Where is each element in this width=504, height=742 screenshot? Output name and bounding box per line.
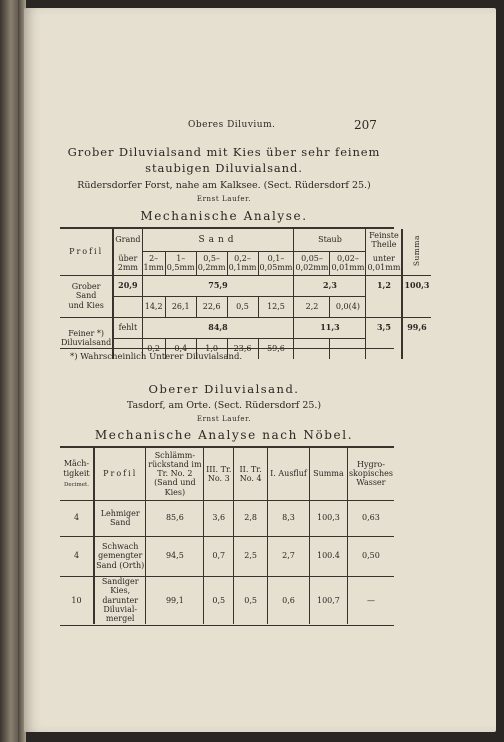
section2-caption: Mechanische Analyse nach Nöbel. [94,428,354,442]
col-01-005mm: 0,1– 0,05mm [258,251,294,275]
table1-bottom-rule [60,348,394,349]
table-cell-empty [366,296,402,317]
table-cell-staub-total: 2,3 [294,275,366,296]
section1-title-line2: staubigen Diluvialsand. [145,161,303,175]
section2-location: Tasdorf, am Orte. (Sect. Rüdersdorf 25.) [126,400,322,411]
table-cell: 85,6 [146,500,204,536]
table-cell: 0,5 [227,296,258,317]
col-grand-sub: über 2mm [113,251,142,275]
col-005-002mm: 0,05– 0,02mm [294,251,330,275]
col-002-001mm: 0,02– 0,01mm [330,251,366,275]
table-cell: 100.4 [309,536,347,576]
table-cell: — [347,576,394,624]
table-cell: 2,5 [234,536,268,576]
col-summa: Summa [402,229,430,275]
section2-author: Ernst Laufer. [196,415,252,423]
col-tr-no-3: III. Tr. No. 3 [204,448,234,500]
col-sand: Sand [142,229,294,251]
section1-caption: Mechanische Analyse. [140,209,308,223]
table-cell: 99,1 [146,576,204,624]
table-cell: 14,2 [142,296,165,317]
table-cell: 0,6 [268,576,310,624]
section1-author: Ernst Laufer. [196,195,252,203]
col-feinste: Feinste Theile [366,229,402,251]
table-cell: 0,5 [234,576,268,624]
table-cell: 0,5 [204,576,234,624]
table-cell-sand-total: 75,9 [142,275,294,296]
col-summa: Summa [309,448,347,500]
col-profil: Profil [60,229,113,275]
col-schlaemmrueckstand: Schlämm-rückstand im Tr. No. 2 (Sand und Kies) [146,448,204,500]
col-grand: Grand [113,229,142,251]
table-cell: 2,8 [234,500,268,536]
col-maechtigkeit: Mäch-tigkeit Decimet. [60,448,94,500]
table-cell-summa: 99,6 [402,317,430,338]
book-page [24,8,496,732]
col-2-1mm: 2– 1mm [142,251,165,275]
col-tr-no-4: II. Tr. No. 4 [234,448,268,500]
col-02-01mm: 0,2– 0,1mm [227,251,258,275]
table-cell-maechtigkeit: 4 [73,513,80,523]
table-cell: 0,50 [347,536,394,576]
table-cell-empty [113,296,142,317]
table2-bottom-rule [60,625,394,626]
table-cell-maechtigkeit: 10 [60,576,94,624]
table-cell: 0,7 [204,536,234,576]
col-profil: Profil [94,448,146,500]
table1-mechanische-analyse [60,229,431,359]
table-cell: 0,63 [347,500,394,536]
table-row-profil: Grober Sand und Kies [60,275,113,317]
table-cell-sand-total: 84,8 [142,317,294,338]
table-cell: 23,6 [227,338,258,359]
table-cell: 0,4 [165,338,196,359]
table-cell-grand: fehlt [113,317,142,338]
table-cell: 0,2 [142,338,165,359]
table-cell-profil: Lehmiger Sand [94,500,146,536]
table-cell: 8,3 [268,500,310,536]
table2-mechanische-analyse-noebel [60,448,394,624]
table-cell-empty [402,296,430,317]
table-cell-profil: Sandiger Kies, darunter Diluvial-mergel [94,576,146,624]
col-05-02mm: 0,5– 0,2mm [196,251,227,275]
table-cell: 2,2 [294,296,330,317]
col-1-05mm: 1– 0,5mm [165,251,196,275]
col-unter-001mm: unter 0,01mm [366,251,402,275]
table-cell-summa: 100,3 [402,275,430,296]
running-head: Oberes Diluvium. [188,120,276,130]
table-cell: 94,5 [146,536,204,576]
table-cell: 3,6 [204,500,234,536]
col-hygroskopisches-wasser: Hygro-skopisches Wasser [347,448,394,500]
col-staub: Staub [294,229,366,251]
facing-page-edge [0,0,20,742]
section1-location: Rüdersdorfer Forst, nahe am Kalksee. (Sect. Rüdersdorf 25.) [77,180,371,191]
section2-title: Oberer Diluvialsand. [148,382,300,396]
table-cell: 0,0(4) [330,296,366,317]
table-cell: 22,6 [196,296,227,317]
table-row-profil: Feiner *) Diluvialsand [61,329,112,348]
section1-title-line1: Grober Diluvialsand mit Kies über sehr feinem [67,145,381,159]
table-cell: 100,3 [309,500,347,536]
table-cell: 2,7 [268,536,310,576]
table-cell-feinste: 1,2 [366,275,402,296]
table-cell-empty [402,338,430,359]
table-cell: 26,1 [165,296,196,317]
col-ausfluss: I. Ausfluf [268,448,310,500]
table-cell: 1,0 [196,338,227,359]
table-cell-maechtigkeit: 4 [60,536,94,576]
footnote: *) Wahrscheinlich Unterer Diluvialsand. [70,352,243,362]
page-number: 207 [354,118,377,132]
table-cell-grand: 20,9 [113,275,142,296]
table-cell: 100,7 [309,576,347,624]
table-cell-profil: Schwach gemengter Sand (Orth) [94,536,146,576]
table-cell-feinste: 3,5 [366,317,402,338]
table-cell: 12,5 [258,296,294,317]
table-cell-staub-total: 11,3 [294,317,366,338]
table-cell: 59,6 [258,338,294,359]
